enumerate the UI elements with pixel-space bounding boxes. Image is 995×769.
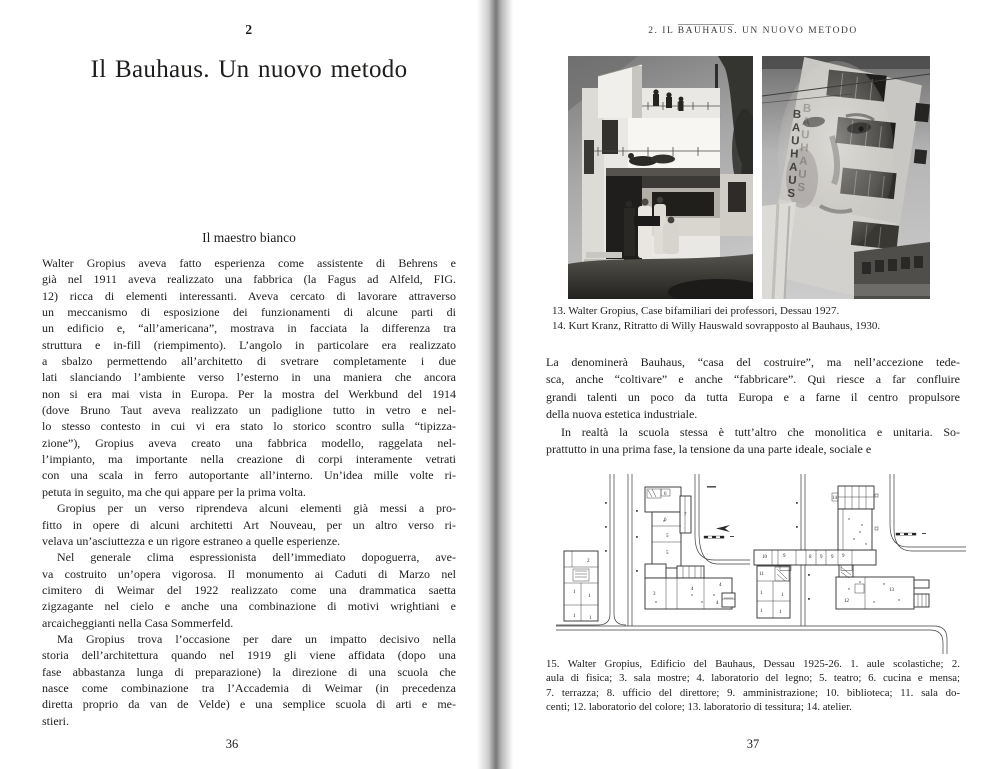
bauhaus-sign-letter: U bbox=[787, 174, 797, 188]
text-line: stieri. bbox=[42, 713, 69, 728]
text-line: va costruito un’opera vigorosa. Il monumento ai Caduti di Marzo nel bbox=[42, 566, 456, 581]
text-line: lati slanciando l’ambiente verso l’esterno in una maniera che ancora bbox=[42, 370, 456, 385]
text-line: prattutto in una prima fase, la tensione da una parte ideale, sociale e bbox=[546, 441, 872, 456]
text-line: 7. terrazza; 8. ufficio del direttore; 9. amministrazione; 10. biblioteca; 11. sala do- bbox=[546, 686, 960, 699]
chapter-number: 2 bbox=[245, 22, 253, 37]
text-line: Ma Gropius trova l’occasione per dare un impatto decisivo nella bbox=[57, 631, 456, 646]
text-line: cimitero di Weimar del 1922 realizzato come una drammatica saetta bbox=[42, 582, 456, 597]
plan-room-number: 4 bbox=[691, 587, 694, 592]
photomontage-svg bbox=[762, 56, 930, 299]
running-head-post: . UN NUOVO METODO bbox=[734, 26, 858, 36]
plan-room-number: 10 bbox=[762, 555, 767, 560]
text-line: fitto in opere di alcuni architetti Art Nouveau, per un altro verso ri- bbox=[42, 517, 456, 532]
section-heading: Il maestro bianco bbox=[202, 230, 296, 245]
text-line: un meccanismo di esposizione dei funzionamenti di alcune parti di bbox=[42, 305, 456, 320]
text-line: fase abbastanza lunga di preparazione) la direzione di una scuola che bbox=[42, 664, 456, 679]
text-line: Gropius per un verso riprendeva alcuni elementi già messi a pro- bbox=[57, 501, 456, 516]
text-line: 15. Walter Gropius, Edificio del Bauhaus, Dessau 1925-26. 1. aule scolastiche; 2. bbox=[546, 658, 960, 670]
plan-room-number: 3 bbox=[653, 592, 656, 597]
figure-14-photo-montage bbox=[762, 56, 930, 299]
plan-room-number: 1 bbox=[589, 616, 592, 621]
plan-room-number: 14 bbox=[832, 496, 837, 501]
text-line: aula di fisica; 3. sala mostre; 4. laboratorio del legno; 5. teatro; 6. cucina e mensa; bbox=[546, 672, 960, 685]
plan-room-number: 6 bbox=[664, 518, 667, 523]
figure-15-caption bbox=[546, 657, 960, 714]
plan-room-number: 9 bbox=[783, 554, 786, 559]
text-line: Walter Gropius aveva fatto esperienza come assistente di Behrens e bbox=[42, 256, 456, 270]
text-line: arcaicheggianti nella Casa Sommerfeld. bbox=[42, 615, 234, 630]
floor-plan-svg bbox=[544, 474, 966, 654]
text-line: petuta in seguito, ma che qui appare per la prima volta. bbox=[42, 484, 306, 499]
plan-room-number: 9 bbox=[820, 555, 823, 560]
running-head-pre: IL bbox=[662, 26, 678, 36]
plan-room-number: 1 bbox=[588, 594, 591, 599]
text-line: con una scala in ferro autoportante all’interno. Un’idea mille volte ri- bbox=[42, 468, 456, 483]
masters-house-photo-svg bbox=[568, 56, 753, 299]
text-line: sca, anche “coltivare” e anche “fabbricare”. Qui riesce a far confluire bbox=[546, 372, 960, 387]
plan-room-number: 2 bbox=[587, 559, 590, 564]
plan-room-number: 1 bbox=[781, 593, 784, 598]
scale-bar-right bbox=[896, 533, 926, 535]
plan-room-number: 4 bbox=[719, 583, 722, 588]
bauhaus-sign-letter: U bbox=[790, 135, 800, 148]
text-line: lo stesso contesto in cui vi era stato lo storico scontro sulla “tipizza- bbox=[42, 419, 456, 434]
text-line: Nel generale clima espressionista dell’immediato dopoguerra, ave- bbox=[57, 550, 456, 565]
text-line: La denominerà Bauhaus, “casa del costruire”, ma nell’accezione tede- bbox=[546, 355, 960, 369]
bauhaus-sign-letter: A bbox=[791, 121, 801, 135]
bauhaus-sign-letter: B bbox=[792, 108, 802, 122]
text-line: diretta proprio da van de Velde) e una semplice scuola di arti e me- bbox=[42, 697, 456, 712]
plan-room-number: 1 bbox=[573, 590, 576, 595]
plan-room-number: 4 bbox=[716, 601, 719, 606]
plan-room-number: 5 bbox=[666, 551, 669, 556]
text-line: struttura e in-fill (riempimento). L’angolo in particolare era realizzato bbox=[42, 337, 456, 352]
right-body-text bbox=[546, 354, 960, 458]
text-line: della nuova estetica industriale. bbox=[546, 407, 698, 422]
plan-room-number: 1 bbox=[760, 609, 763, 614]
text-line: a sbalzo permettendo all’architetto di svetrare completamente i due bbox=[42, 354, 456, 369]
page-number-left: 36 bbox=[225, 737, 239, 751]
chapter-title: Il Bauhaus. Un nuovo metodo bbox=[90, 56, 408, 83]
text-line: (dove Bruno Taut aveva realizzato un padiglione tutto in vetro e nel- bbox=[42, 403, 456, 418]
figure-14-caption: 14. Kurt Kranz, Ritratto di Willy Hauswald sovrapposto al Bauhaus, 1930. bbox=[552, 319, 881, 332]
scale-bar-left bbox=[704, 536, 734, 538]
plan-room-number: 13 bbox=[889, 588, 894, 593]
text-line: In realtà la scuola stessa è tutt’altro che monolitica e unitaria. So- bbox=[561, 424, 960, 439]
text-line: zigzagante nel cielo e anche una combinazione di motivi wrightiani e bbox=[42, 599, 456, 614]
page-number-right: 37 bbox=[746, 737, 760, 751]
plan-room-number: 6 bbox=[664, 492, 667, 497]
text-line: 12) ricca di elementi interessanti. Aveva cercato di lavorare attraverso bbox=[42, 288, 456, 303]
text-line: zione”), Gropius aveva creato una fabbrica modello, raggelata nel- bbox=[42, 435, 456, 450]
text-line: storia dell’architettura quando nel 1919 gli viene affidata (dopo una bbox=[42, 648, 456, 663]
figure-13-caption: 13. Walter Gropius, Case bifamiliari dei professori, Dessau 1927. bbox=[552, 305, 840, 317]
plan-room-number: 1 bbox=[573, 614, 576, 619]
text-line: non si era mai vista in Europa. Per la mostra del Werkbund del 1914 bbox=[42, 386, 456, 401]
plan-room-number: 1 bbox=[779, 610, 782, 615]
plan-room-number: 5 bbox=[666, 534, 669, 539]
bauhaus-sign-letter: H bbox=[789, 148, 799, 161]
north-arrow bbox=[716, 525, 730, 532]
plan-room-number: 1 bbox=[760, 591, 763, 596]
text-line: già nel 1911 aveva realizzato una fabbrica (la Fagus ad Alfeld, FIG. bbox=[42, 272, 456, 287]
text-line: nasce come combinazione tra l’Accademia di Weimar (in precedenza bbox=[42, 680, 456, 695]
text-line: centi; 12. laboratorio del colore; 13. laboratorio di tessitura; 14. atelier. bbox=[546, 700, 852, 713]
plan-room-number: 7 bbox=[684, 513, 687, 518]
plan-room-number: 8 bbox=[809, 555, 812, 560]
running-head-bauhaus: BAUHAUS bbox=[677, 26, 735, 36]
bauhaus-sign-letter: S bbox=[786, 187, 796, 201]
foreground-bottom bbox=[854, 242, 930, 299]
running-head bbox=[546, 26, 960, 36]
figure-13-photo-masters-house bbox=[568, 56, 753, 299]
plan-room-number: 9 bbox=[831, 555, 834, 560]
text-line: un edificio e, “all’americana”, mostrava in facciata la differenza tra bbox=[42, 321, 456, 336]
text-line: grandi talenti un poco da tutta Europa e a farne il centro propulsore bbox=[546, 389, 960, 404]
running-head-number: 2. bbox=[648, 26, 659, 36]
plan-buildings bbox=[564, 486, 929, 621]
bauhaus-sign-letter: A bbox=[788, 161, 798, 174]
plan-room-number: 11 bbox=[759, 572, 764, 577]
figure-15-floor-plan bbox=[544, 474, 966, 654]
text-line: l’impianto, ma importante nella creazione di corpi interamente vetrati bbox=[42, 452, 456, 467]
plan-room-number: 12 bbox=[844, 599, 849, 604]
plan-room-number: 9 bbox=[842, 554, 845, 559]
text-line: velava un’asciuttezza e un rigore estraneo a quelle esperienze. bbox=[42, 533, 341, 548]
